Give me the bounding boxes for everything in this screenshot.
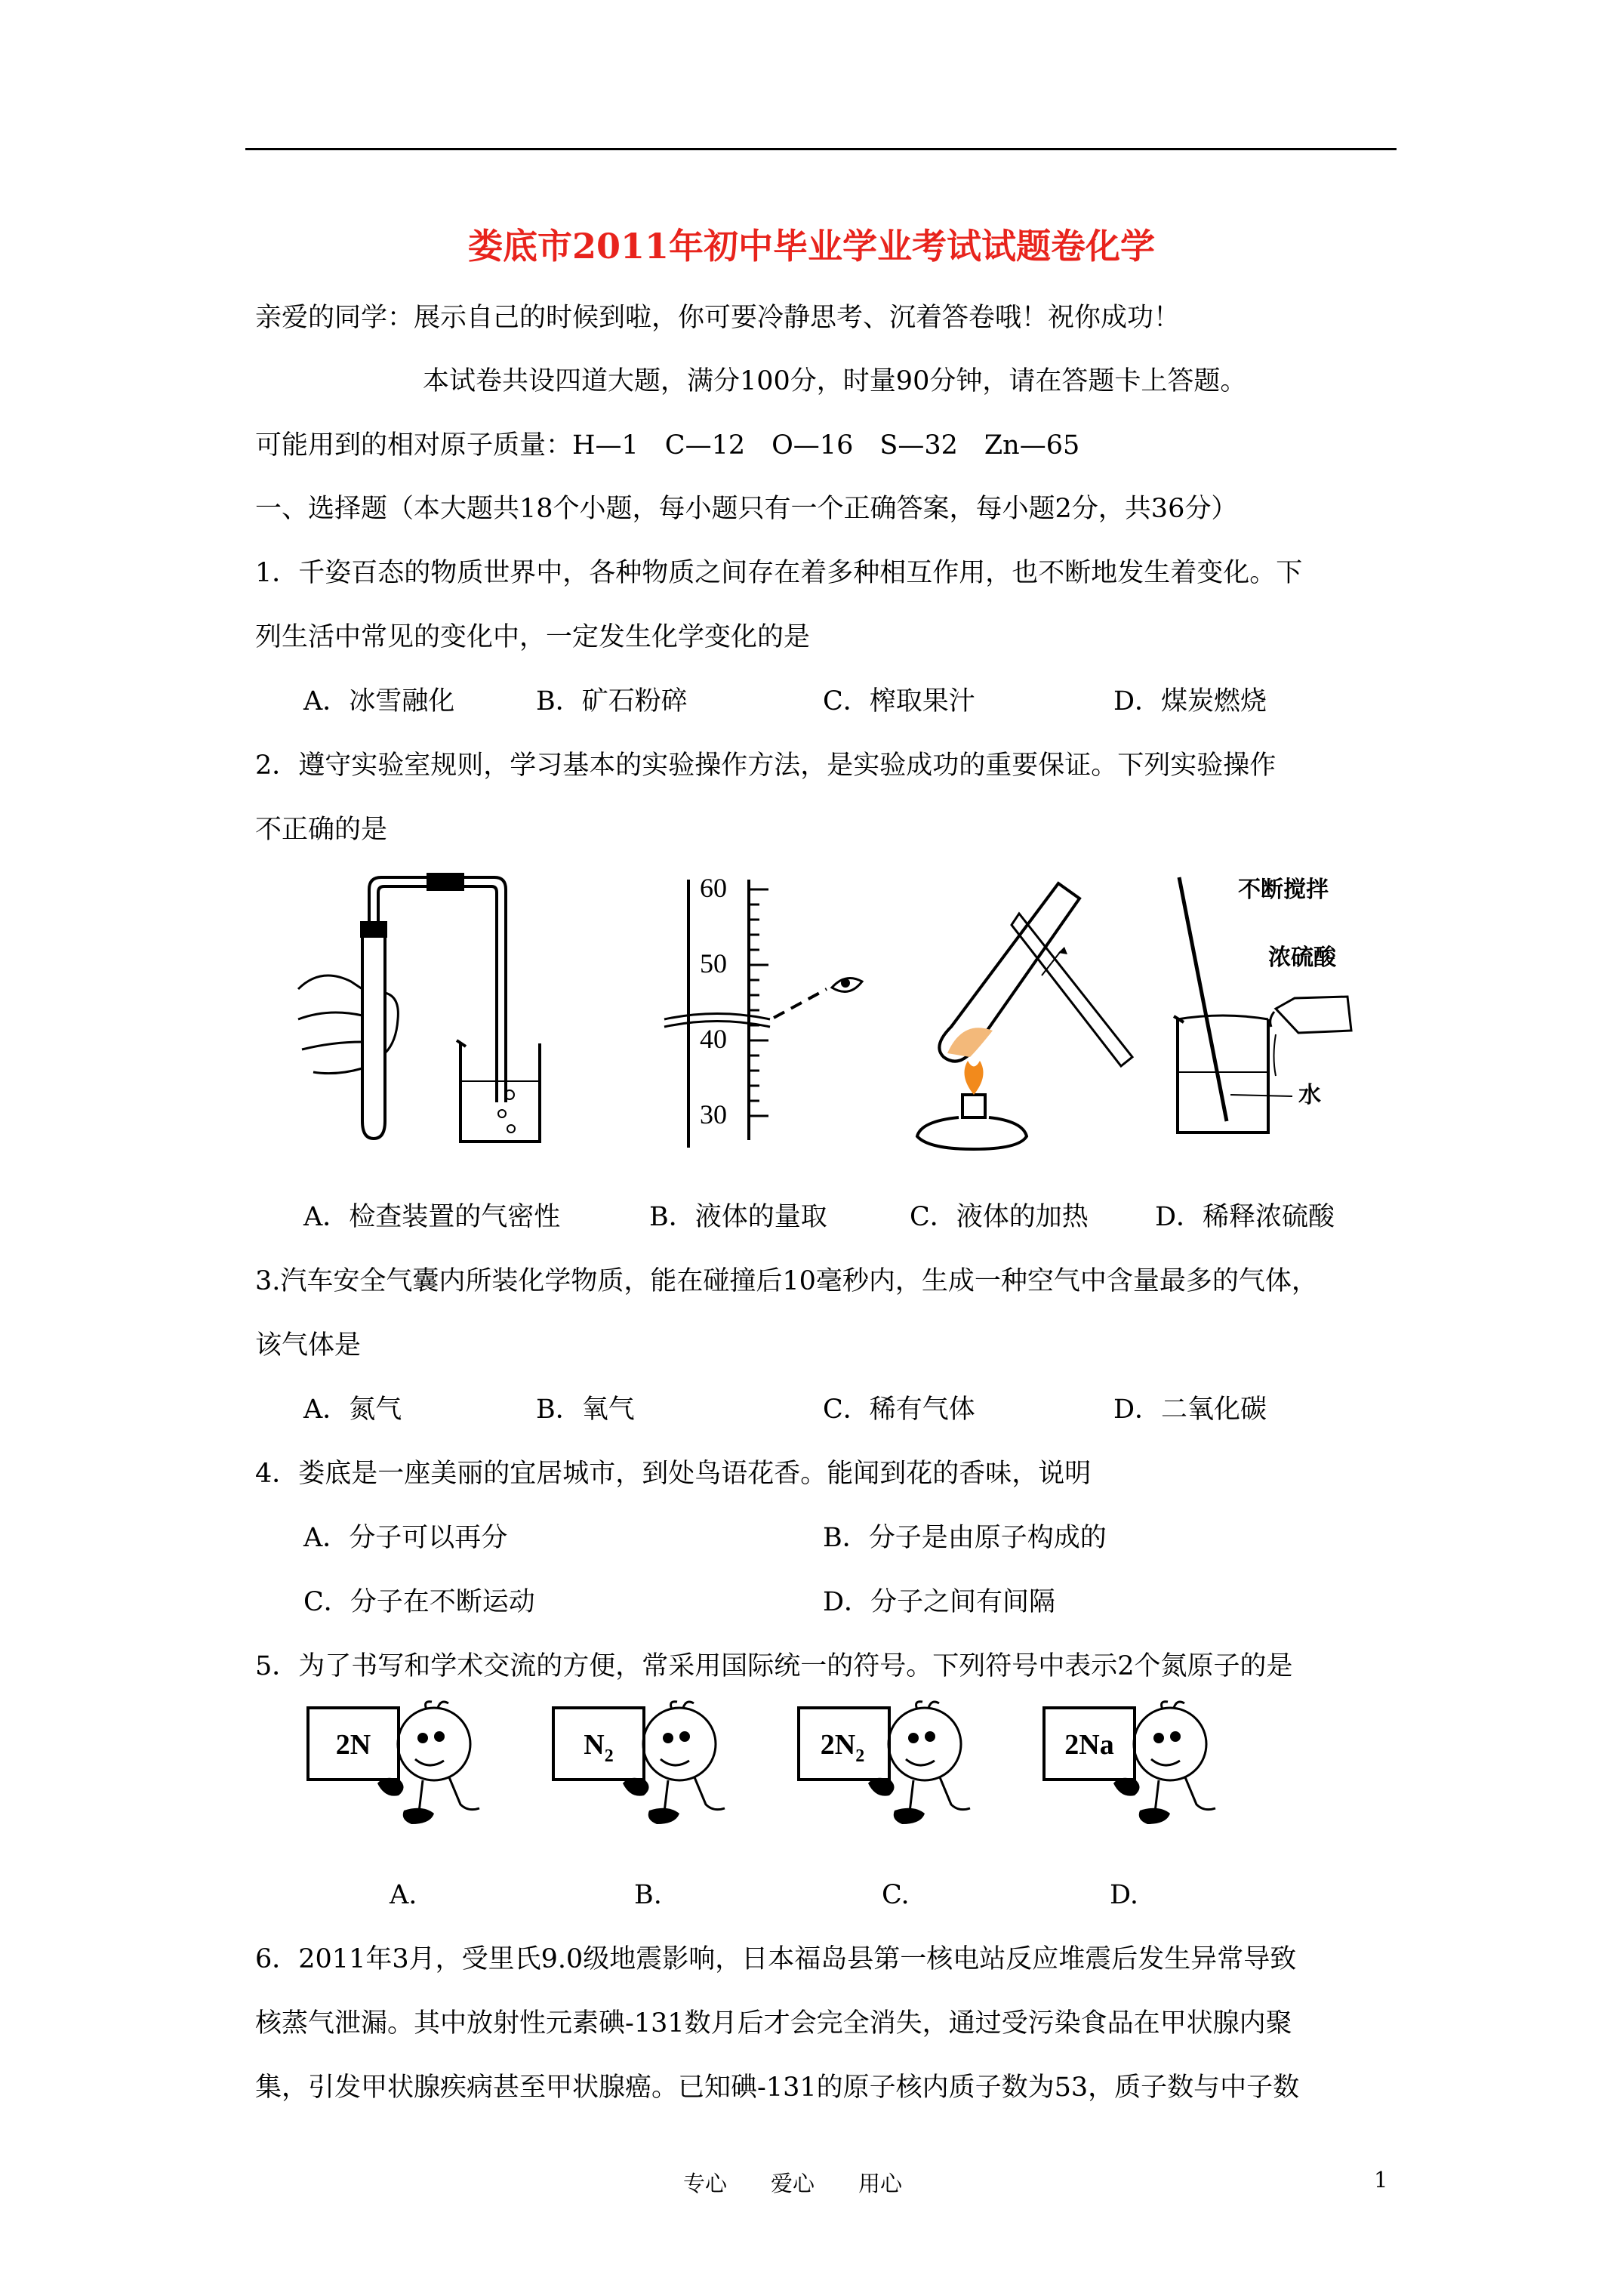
cylinder-tick-60: 60 [700,873,727,903]
q2-option-d: D．稀释浓硫酸 [1155,1202,1335,1232]
q2-stem-line2: 不正确的是 [255,815,388,845]
cylinder-tick-30: 30 [700,1099,727,1130]
page-title: 娄底市2011年初中毕业学业考试试题卷化学 [467,226,1156,267]
q1-option-d: D．煤炭燃烧 [1113,686,1267,717]
sign-c-main: 2N [820,1729,856,1761]
q2-stem-line1: 2．遵守实验室规则，学习基本的实验操作方法，是实验成功的重要保证。下列实验操作 [255,750,1277,781]
fig-sign-b [547,1699,744,1835]
q3-option-c: C．稀有气体 [823,1395,975,1425]
label-water: 水 [1298,1083,1321,1108]
q5-option-d: D. [1110,1880,1138,1910]
atomic-mass-line: 可能用到的相对原子质量：H—1 C—12 O—16 S—32 Zn—65 [255,430,1080,461]
sign-b-sub: 2 [604,1746,614,1766]
q3-stem-line1: 3.汽车安全气囊内所装化学物质，能在碰撞后10毫秒内，生成一种空气中含量最多的气体， [255,1266,1318,1296]
q4-option-a: A．分子可以再分 [303,1523,508,1553]
label-conc-acid: 浓硫酸 [1268,945,1336,970]
label-stir: 不断搅拌 [1238,877,1329,902]
cylinder-tick-40: 40 [700,1024,727,1054]
sign-c-sub: 2 [855,1746,865,1766]
q1-stem-line1: 1．千姿百态的物质世界中，各种物质之间存在着多种相互作用，也不断地发生着变化。下 [255,558,1303,588]
q1-option-a: A．冰雪融化 [303,686,455,717]
sign-a-main: 2N [335,1729,371,1761]
q5-option-c: C. [882,1880,910,1910]
q3-stem-line2: 该气体是 [255,1330,362,1361]
fig-airtightness-check [291,868,547,1151]
q4-option-b: B．分子是由原子构成的 [823,1523,1107,1553]
q1-option-b: B．矿石粉碎 [536,686,688,717]
header-rule [245,148,1397,150]
page-number: 1 [1374,2167,1388,2193]
sign-b-main: N [584,1729,605,1761]
fig-graduated-cylinder [657,868,883,1151]
q4-option-c: C．分子在不断运动 [303,1587,535,1617]
q6-line1: 6．2011年3月，受里氏9.0级地震影响，日本福岛县第一核电站反应堆震后发生异常导致 [255,1944,1297,1974]
intro-note: 本试卷共设四道大题，满分100分，时量90分钟，请在答题卡上答题。 [423,366,1247,396]
q5-option-a: A. [390,1880,417,1910]
cylinder-tick-50: 50 [700,948,727,978]
fig-sign-c [793,1699,989,1835]
sign-d-main: 2Na [1064,1729,1114,1761]
q2-option-c: C．液体的加热 [910,1202,1089,1232]
q3-option-d: D．二氧化碳 [1113,1395,1267,1425]
q5-option-b: B. [634,1880,662,1910]
q4-option-d: D．分子之间有间隔 [823,1587,1056,1617]
q3-option-b: B．氧气 [536,1395,635,1425]
fig-liquid-heating [876,868,1147,1151]
q3-option-a: A．氮气 [303,1395,402,1425]
section-heading: 一、选择题（本大题共18个小题，每小题只有一个正确答案，每小题2分，共36分） [255,494,1238,524]
fig-sign-d [1038,1699,1234,1835]
q6-line2: 核蒸气泄漏。其中放射性元素碘-131数月后才会完全消失，通过受污染食品在甲状腺内聚 [255,2008,1292,2039]
q5-stem: 5．为了书写和学术交流的方便，常采用国际统一的符号。下列符号中表示2个氮原子的是 [255,1651,1293,1681]
q6-line3: 集，引发甲状腺疾病甚至甲状腺癌。已知碘-131的原子核内质子数为53，质子数与中子数 [255,2073,1300,2103]
q2-option-a: A．检查装置的气密性 [303,1202,561,1232]
q2-option-b: B．液体的量取 [649,1202,827,1232]
q1-option-c: C．榨取果汁 [823,686,975,717]
fig-sign-a [302,1699,498,1835]
footer-motto: 专心 爱心 用心 [683,2171,903,2196]
q4-stem: 4．娄底是一座美丽的宜居城市，到处鸟语花香。能闻到花的香味，说明 [255,1459,1092,1489]
q1-stem-line2: 列生活中常见的变化中，一定发生化学变化的是 [255,622,811,652]
intro-greeting: 亲爱的同学：展示自己的时候到啦，你可要冷静思考、沉着答卷哦！祝你成功！ [255,303,1181,333]
fig-acid-dilution [1163,868,1404,1151]
